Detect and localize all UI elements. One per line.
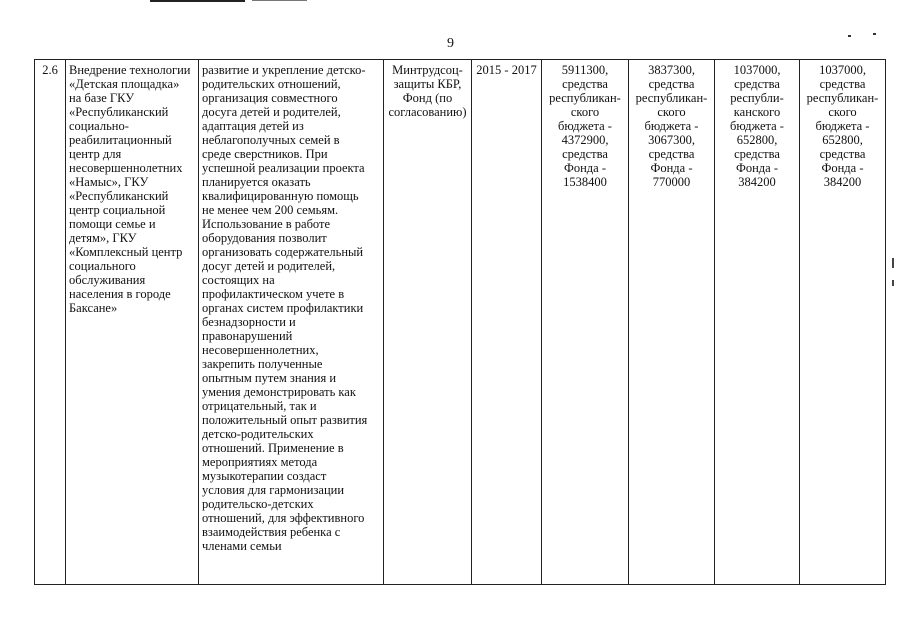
executor-cell — [384, 60, 472, 585]
table-row — [35, 60, 886, 585]
year3-funding-cell — [800, 60, 886, 585]
row-number: 2.6 — [42, 63, 58, 77]
year1-funding: 3837300, средства республикан- ского бюджета - 3067300, средства Фонда - 770000 — [635, 63, 708, 189]
year2-funding-cell — [715, 60, 800, 585]
scan-artifact-line — [252, 0, 307, 1]
scan-side-mark — [892, 280, 894, 286]
scan-side-mark — [892, 258, 894, 268]
measure-name-cell — [66, 60, 199, 585]
expected-result-cell — [199, 60, 384, 585]
scan-speck — [848, 35, 851, 37]
page-number: 9 — [447, 36, 454, 51]
total-funding-cell — [542, 60, 629, 585]
period-cell — [472, 60, 542, 585]
program-table — [34, 59, 886, 585]
expected-result: развитие и укрепление детско- родительских отношений, организация совместного досуга детей и родителей, адаптация детей из неблагополучных семей в среде сверстников. При успешной реализации проекта планируется оказать квалифицированную помощь не менее чем 200 семьям. Использование в работе оборудования позволит организовать содержательный досуг детей и родителей, состоящих на профилактическом учете в органах систем профилактики безнадзорности и правонарушений несовершеннолетних, закрепить полученные опытным путем знания и умения демонстрировать как отрицательный, так и положительный опыт развития детско-родительских отношений. Применение в мероприятиях метода музыкотерапии создаст условия для гармонизации родительско-детских отношений, для эффективного взаимодействия ребенка с членами семьи — [202, 63, 368, 553]
period: 2015 - 2017 — [476, 63, 537, 77]
scan-speck — [873, 33, 876, 35]
year2-funding: 1037000, средства республи- канского бюджета - 652800, средства Фонда - 384200 — [730, 63, 784, 189]
year3-funding: 1037000, средства республикан- ского бюджета - 652800, средства Фонда - 384200 — [806, 63, 879, 189]
row-number-cell — [35, 60, 66, 585]
total-funding: 5911300, средства республикан- ского бюджета - 4372900, средства Фонда - 1538400 — [549, 63, 621, 189]
measure-name: Внедрение технологии «Детская площадка» на базе ГКУ «Республиканский социально- реабилитационный центр для несовершеннолетних «Намыс», ГКУ «Республиканский центр социальной помощи семье и детям», ГКУ «Комплексный центр социального обслуживания населения в городе Баксане» — [69, 63, 191, 315]
scan-artifact-line — [150, 0, 245, 2]
executor: Минтрудсоц- защиты КБР, Фонд (по согласованию) — [388, 63, 467, 119]
year1-funding-cell — [629, 60, 715, 585]
